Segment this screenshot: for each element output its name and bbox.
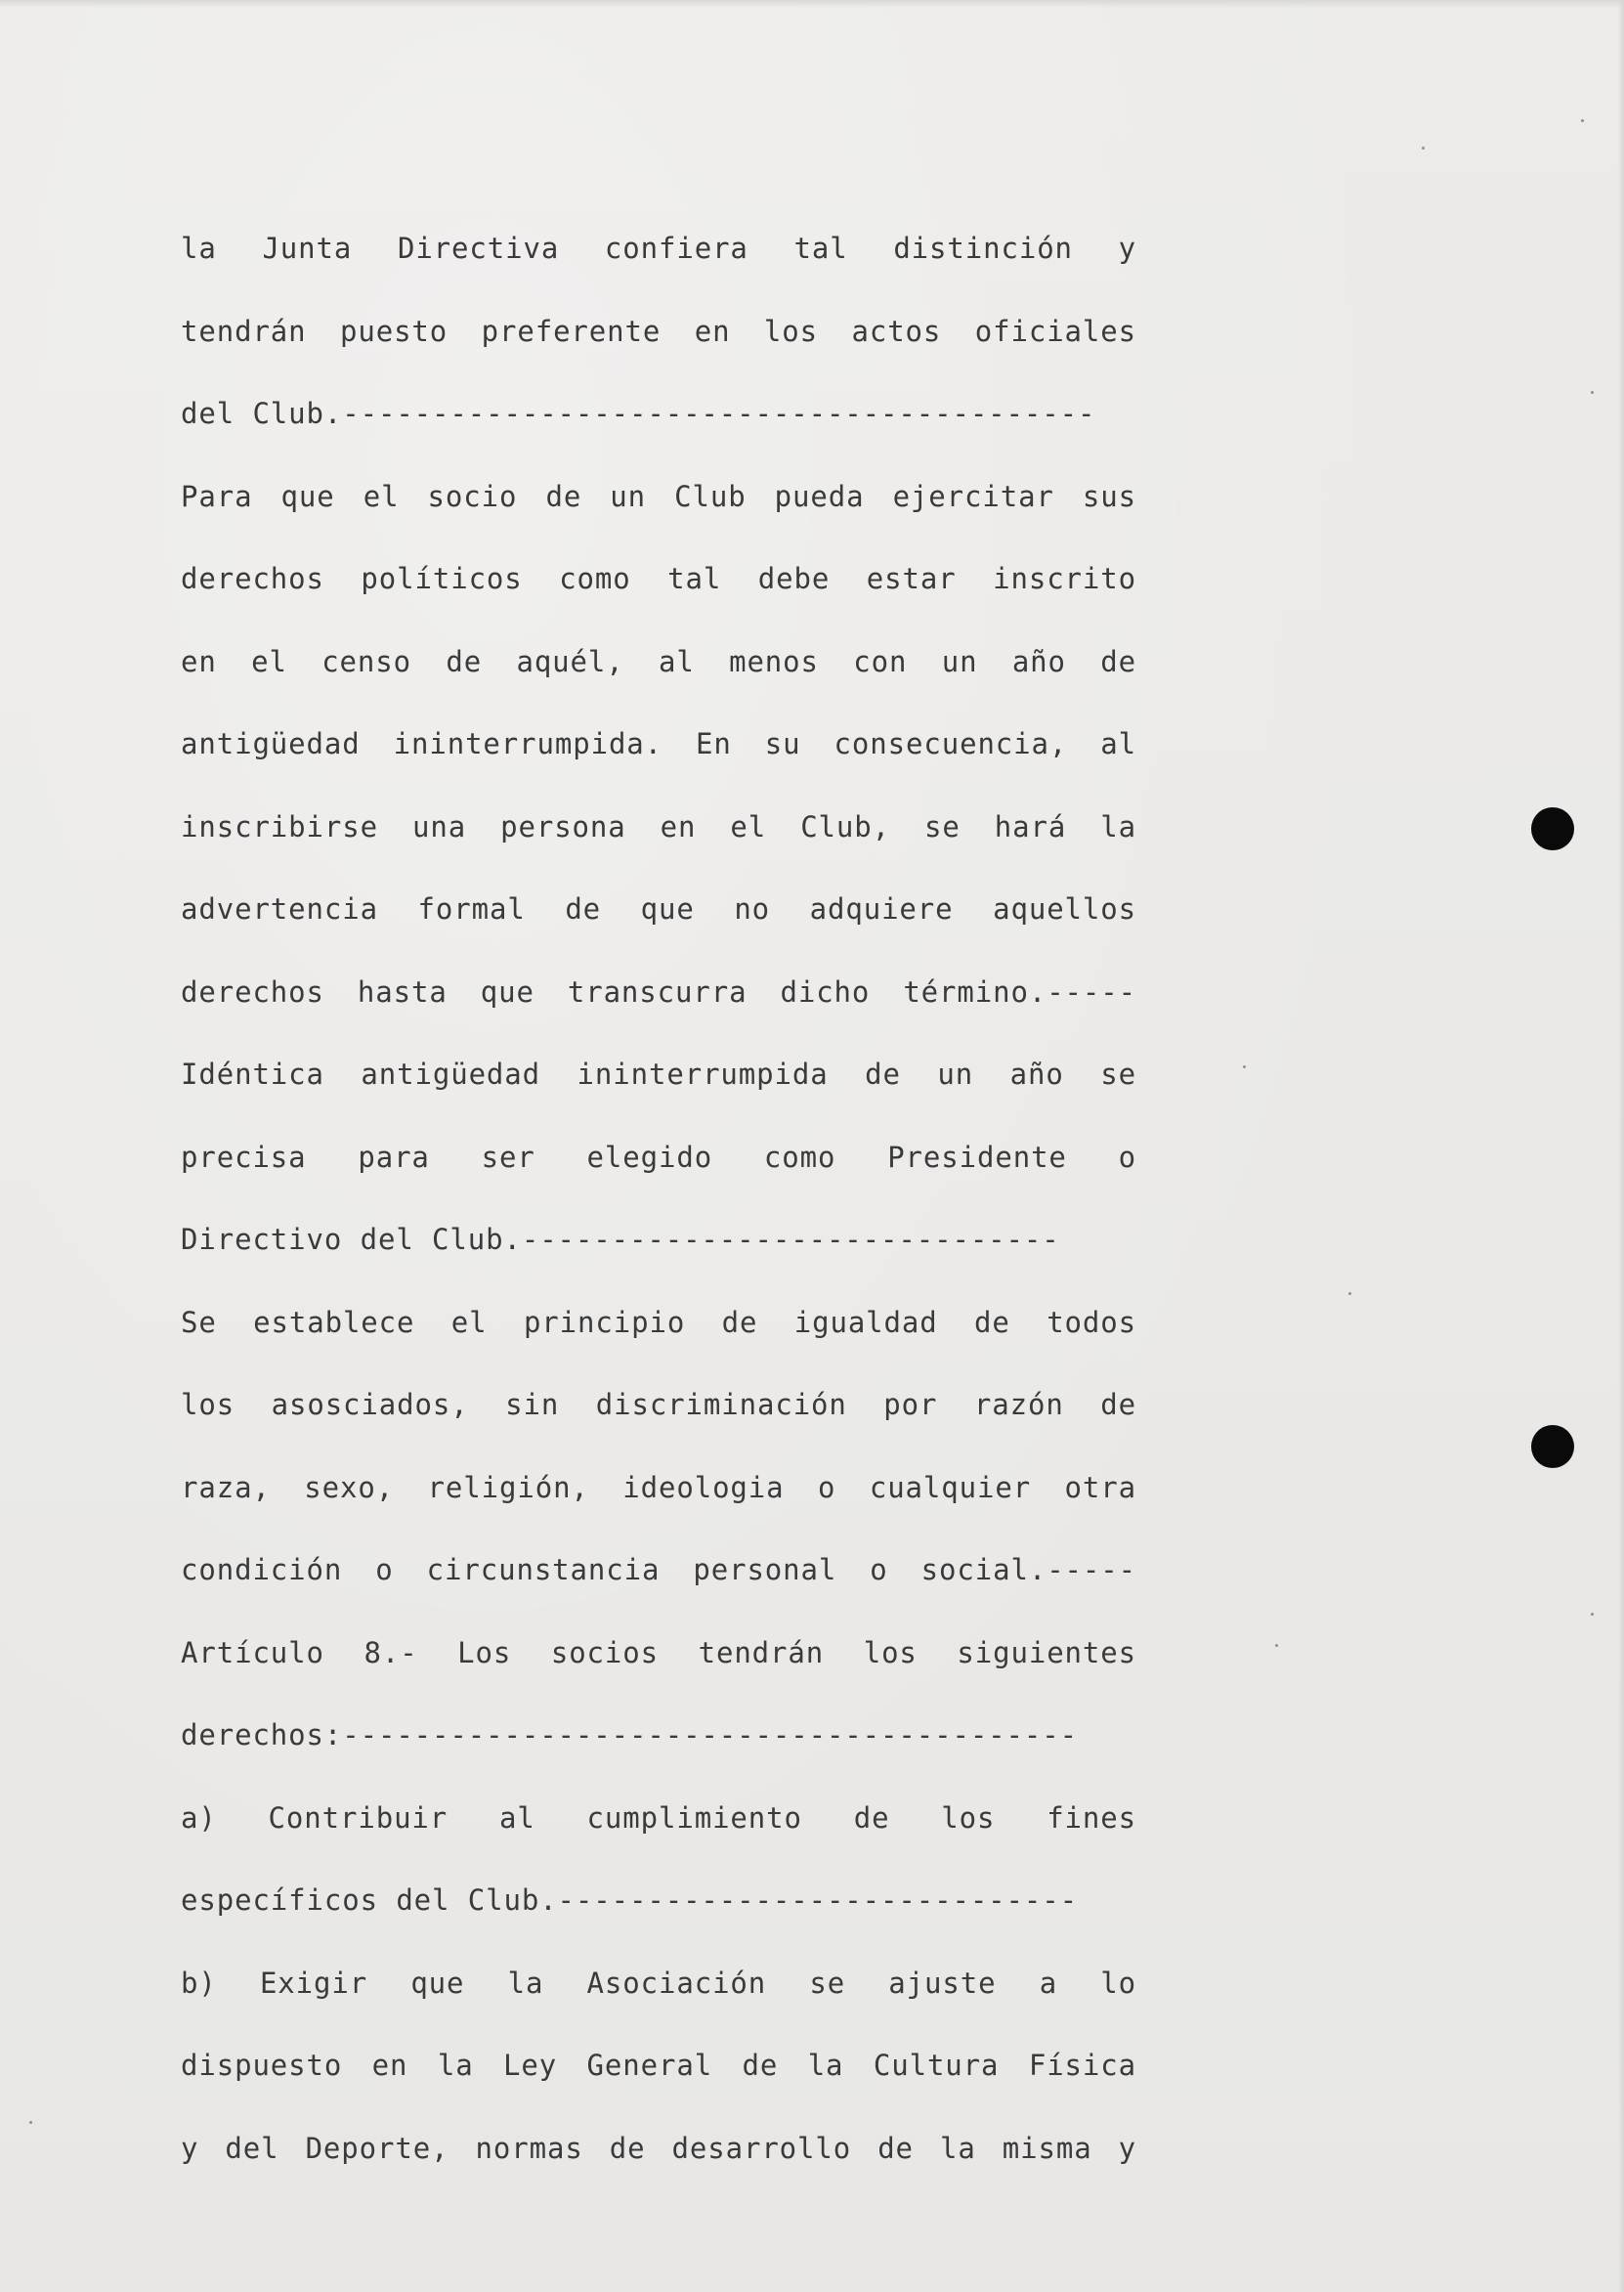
text-line-22: b) Exigir que la Asociación se ajuste a lo [181, 1966, 1136, 2000]
paper-speck [1591, 391, 1594, 394]
text-line-16: raza, sexo, religión, ideologia o cualquier otra [181, 1470, 1136, 1504]
text-line-23: dispuesto en la Ley General de la Cultura Física [181, 2049, 1136, 2082]
text-line-2: tendrán puesto preferente en los actos oficiales [181, 314, 1136, 348]
paper-speck [1243, 1065, 1246, 1068]
paper-speck [1348, 1292, 1351, 1295]
document-body [181, 223, 1136, 2205]
text-line-1: la Junta Directiva confiera tal distinción y [181, 232, 1136, 265]
text-line-9: advertencia formal de que no adquiere aquellos [181, 892, 1136, 926]
text-line-5: derechos políticos como tal debe estar inscrito [181, 562, 1136, 595]
text-line-19: derechos:----------------------------------------- [181, 1718, 1078, 1751]
text-line-7: antigüedad ininterrumpida. En su consecuencia, al [181, 727, 1136, 760]
text-line-6: en el censo de aquél, al menos con un año de [181, 644, 1136, 678]
text-line-3: del Club.------------------------------------------ [181, 397, 1096, 430]
text-line-14: Se establece el principio de igualdad de todos [181, 1305, 1136, 1339]
text-line-20: a) Contribuir al cumplimiento de los fines [181, 1800, 1136, 1835]
page-right-edge [1618, 0, 1624, 2292]
text-line-11: Idéntica antigüedad ininterrumpida de un año se [181, 1058, 1136, 1091]
paper-speck [1275, 1644, 1278, 1647]
text-line-12: precisa para ser elegido como Presidente o [181, 1140, 1136, 1174]
paper-speck [1581, 119, 1584, 122]
text-line-18: Artículo 8.- Los socios tendrán los siguientes [181, 1635, 1136, 1669]
text-line-4: Para que el socio de un Club pueda ejercitar sus [181, 479, 1136, 513]
text-line-17: condición o circunstancia personal o social.----- [181, 1553, 1136, 1586]
page-top-edge [0, 0, 1624, 8]
paper-speck [1591, 1613, 1594, 1616]
text-line-15: los asosciados, sin discriminación por razón de [181, 1388, 1136, 1421]
text-line-24: y del Deporte, normas de desarrollo de la misma y [181, 2131, 1136, 2165]
text-line-8: inscribirse una persona en el Club, se hará la [181, 809, 1136, 843]
text-line-13: Directivo del Club.------------------------------ [181, 1223, 1060, 1256]
punch-hole-upper [1531, 807, 1574, 850]
punch-hole-lower [1531, 1425, 1574, 1468]
text-line-10: derechos hasta que transcurra dicho término.----- [181, 974, 1136, 1009]
paper-speck [1422, 147, 1425, 150]
paper-speck [29, 2121, 32, 2124]
text-line-21: específicos del Club.----------------------------- [181, 1883, 1078, 1917]
